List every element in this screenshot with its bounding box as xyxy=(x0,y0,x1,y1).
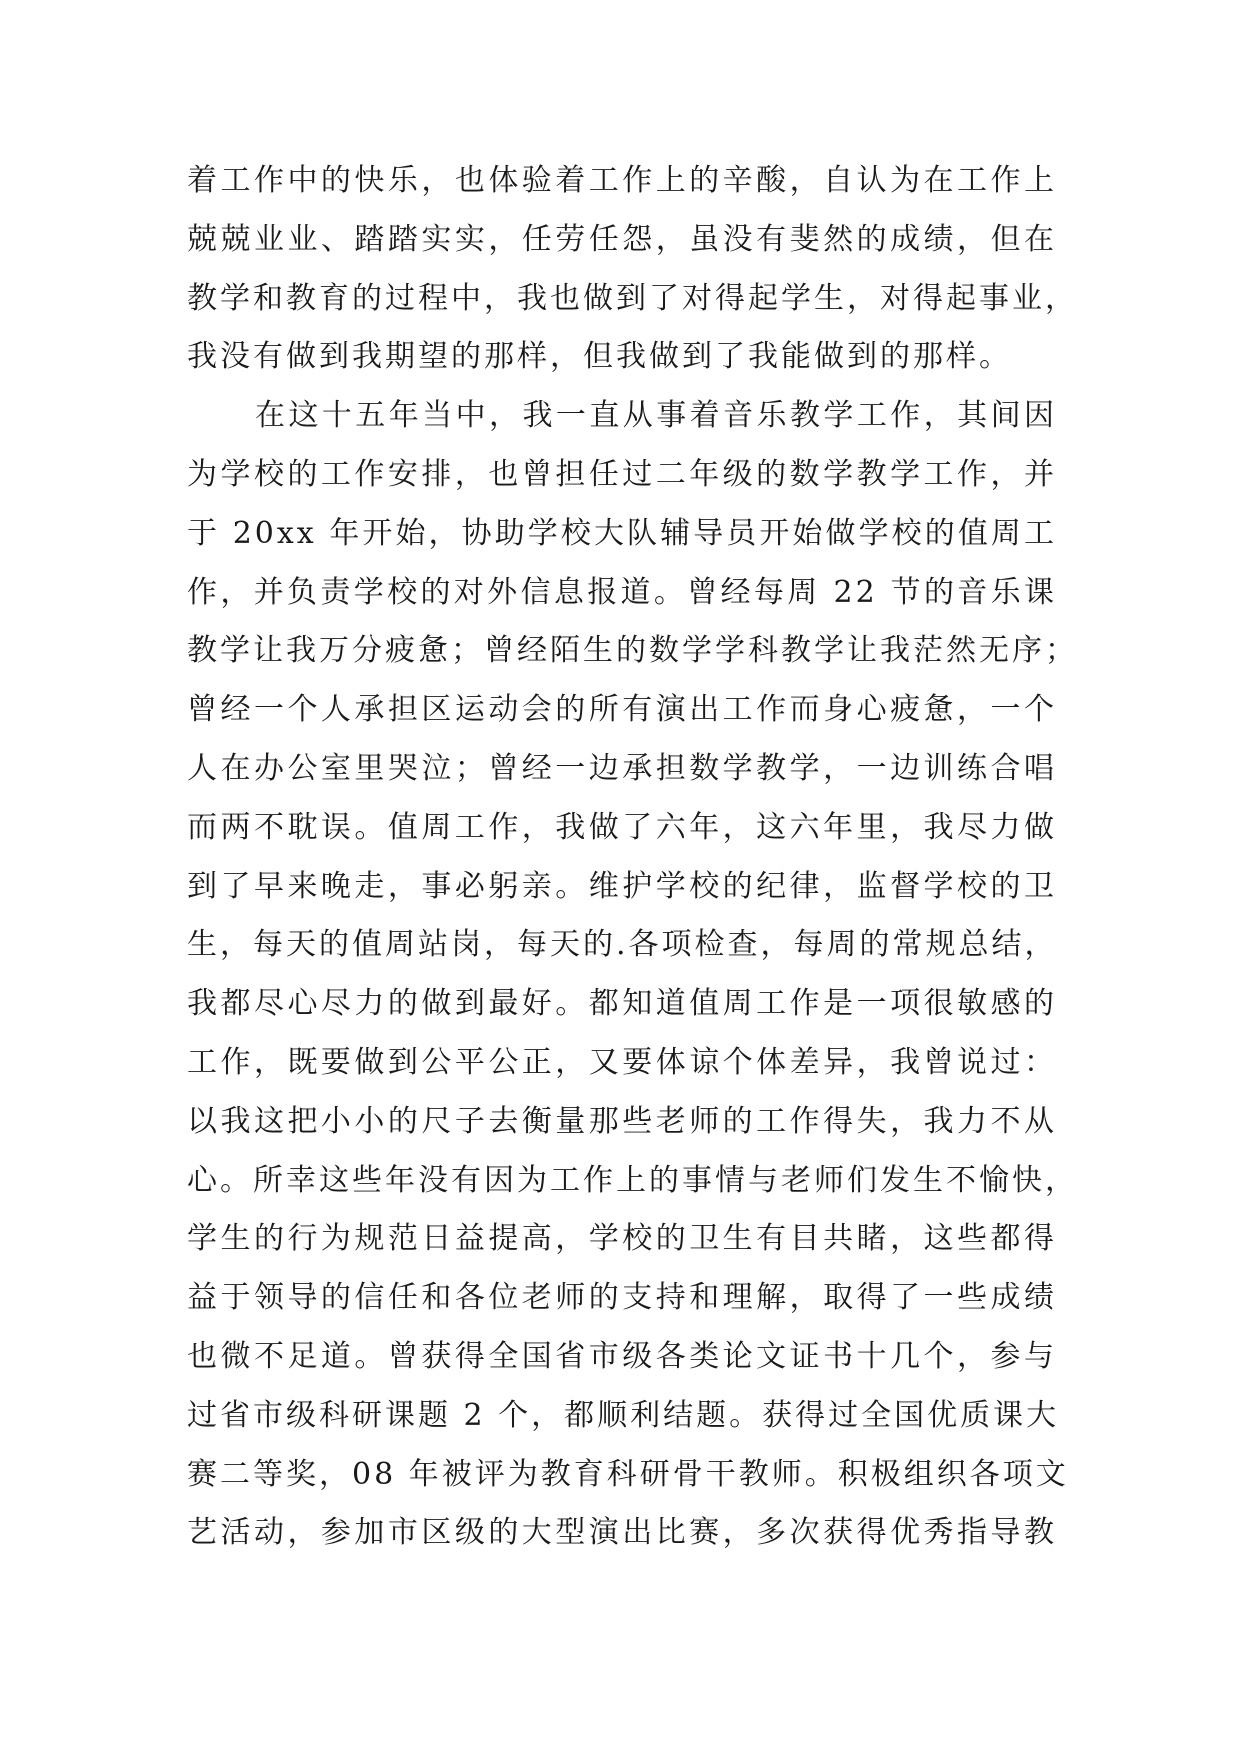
body-text xyxy=(187,152,1078,1563)
text-line: 赛二等奖，08 年被评为教育科研骨干教师。积极组织各项文 xyxy=(187,1456,1069,1492)
text-line: 工作，既要做到公平公正，又要体谅个体差异，我曾说过： xyxy=(187,1044,1057,1080)
text-line: 也微不足道。曾获得全国省市级各类论文证书十几个，参与 xyxy=(187,1338,1057,1374)
text-line: 人在办公室里哭泣；曾经一边承担数学教学，一边训练合唱 xyxy=(187,750,1057,786)
text-line: 着工作中的快乐，也体验着工作上的辛酸，自认为在工作上 xyxy=(187,163,1057,198)
text-line: 到了早来晚走，事必躬亲。维护学校的纪律，监督学校的卫 xyxy=(187,868,1057,904)
text-line: 教学让我万分疲惫；曾经陌生的数学学科教学让我茫然无序； xyxy=(187,633,1078,669)
text-line: 心。所幸这些年没有因为工作上的事情与老师们发生不愉快， xyxy=(187,1162,1078,1198)
text-line: 以我这把小小的尺子去衡量那些老师的工作得失，我力不从 xyxy=(187,1103,1057,1139)
text-line: 学生的行为规范日益提高，学校的卫生有目共睹，这些都得 xyxy=(187,1221,1057,1257)
text-line: 兢兢业业、踏踏实实，任劳任怨，虽没有斐然的成绩，但在 xyxy=(187,221,1057,257)
text-line: 在这十五年当中，我一直从事着音乐教学工作，其间因 xyxy=(255,398,1057,434)
text-line: 艺活动，参加市区级的大型演出比赛，多次获得优秀指导教 xyxy=(187,1515,1057,1551)
text-line: 我都尽心尽力的做到最好。都知道值周工作是一项很敏感的 xyxy=(187,986,1057,1022)
text-line: 于 20xx 年开始，协助学校大队辅导员开始做学校的值周工 xyxy=(187,515,1057,551)
text-line: 过省市级科研课题 2 个，都顺利结题。获得过全国优质课大 xyxy=(187,1397,1060,1433)
text-line: 曾经一个人承担区运动会的所有演出工作而身心疲惫，一个 xyxy=(187,692,1057,728)
text-line: 益于领导的信任和各位老师的支持和理解，取得了一些成绩 xyxy=(187,1280,1057,1316)
text-line: 生，每天的值周站岗，每天的.各项检查，每周的常规总结， xyxy=(187,927,1058,963)
text-line: 教学和教育的过程中，我也做到了对得起学生，对得起事业， xyxy=(187,280,1078,316)
text-line: 为学校的工作安排，也曾担任过二年级的数学教学工作，并 xyxy=(187,456,1057,492)
text-line: 而两不耽误。值周工作，我做了六年，这六年里，我尽力做 xyxy=(187,809,1057,845)
text-line: 作，并负责学校的对外信息报道。曾经每周 22 节的音乐课 xyxy=(187,574,1057,610)
text-line: 我没有做到我期望的那样，但我做到了我能做到的那样。 xyxy=(187,339,1012,375)
